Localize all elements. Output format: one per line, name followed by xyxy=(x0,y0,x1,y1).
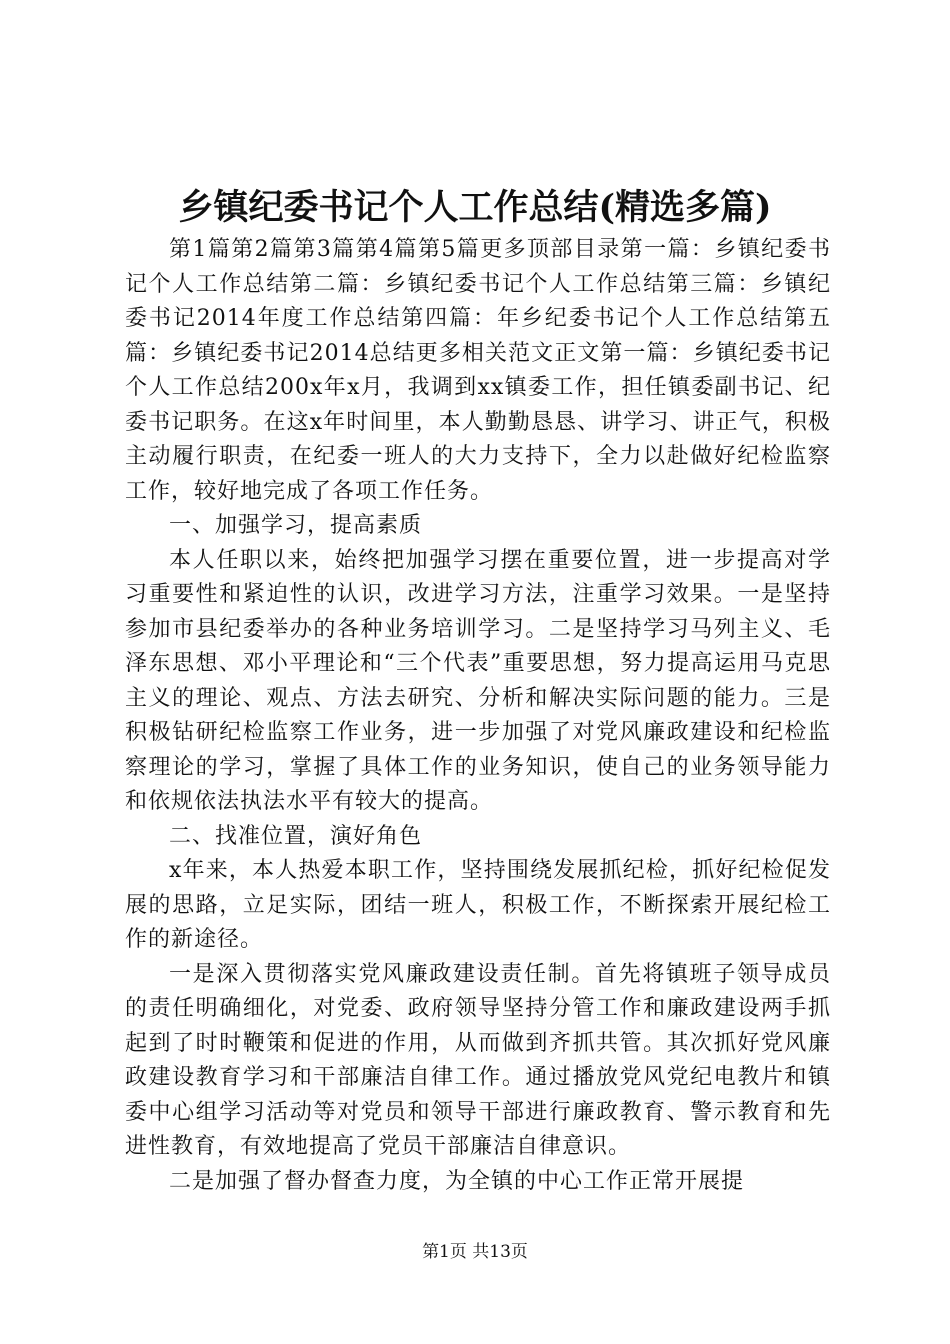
page-number-footer: 第1页 共13页 xyxy=(422,1242,528,1262)
section-2-paragraph: x年来，本人热爱本职工作，坚持围绕发展抓纪检，抓好纪检促发展的思路，立足实际，团结一班人，积极工作，不断探索开展纪检工作的新途径。 xyxy=(125,858,831,952)
point-1-paragraph: 一是深入贯彻落实党风廉政建设责任制。首先将镇班子领导成员的责任明确细化，对党委、政府领导坚持分管工作和廉政建设两手抓起到了时时鞭策和促进的作用，从而做到齐抓共管。其次抓好党风廉政建设教育学习和干部廉洁自律工作。通过播放党风党纪电教片和镇委中心组学习活动等对党员和领导干部进行廉政教育、警示教育和先进性教育，有效地提高了党员干部廉洁自律意识。 xyxy=(125,961,831,1159)
section-heading-1: 一、加强学习，提高素质 xyxy=(169,513,423,538)
section-heading-2: 二、找准位置，演好角色 xyxy=(169,823,423,849)
section-1-paragraph: 本人任职以来，始终把加强学习摆在重要位置，进一步提高对学习重要性和紧迫性的认识，改进学习方法，注重学习效果。一是坚持参加市县纪委举办的各种业务培训学习。二是坚持学习马列主义、毛泽东思想、邓小平理论和“三个代表”重要思想，努力提高运用马克思主义的理论、观点、方法去研究、分析和解决实际问题的能力。三是积极钻研纪检监察工作业务，进一步加强了对党风廉政建设和纪检监察理论的学习，掌握了具体工作的业务知识，使自己的业务领导能力和依规依法执法水平有较大的提高。 xyxy=(125,547,831,814)
intro-paragraph: 第1篇第2篇第3篇第4篇第5篇更多顶部目录第一篇：乡镇纪委书记个人工作总结第二篇：乡镇纪委书记个人工作总结第三篇：乡镇纪委书记2014年度工作总结第四篇：年乡纪委书记个人工作总结第五篇：乡镇纪委书记2014总结更多相关范文正文第一篇：乡镇纪委书记个人工作总结200x年x月，我调到xx镇委工作，担任镇委副书记、纪委书记职务。在这x年时间里，本人勤勤恳恳、讲学习、讲正气，积极主动履行职责，在纪委一班人的大力支持下，全力以赴做好纪检监察工作，较好地完成了各项工作任务。 xyxy=(125,237,831,504)
document-title: 乡镇纪委书记个人工作总结(精选多篇) xyxy=(178,187,772,228)
document-body xyxy=(125,233,831,1199)
point-2-paragraph: 二是加强了督办督查力度，为全镇的中心工作正常开展提 xyxy=(169,1168,745,1194)
